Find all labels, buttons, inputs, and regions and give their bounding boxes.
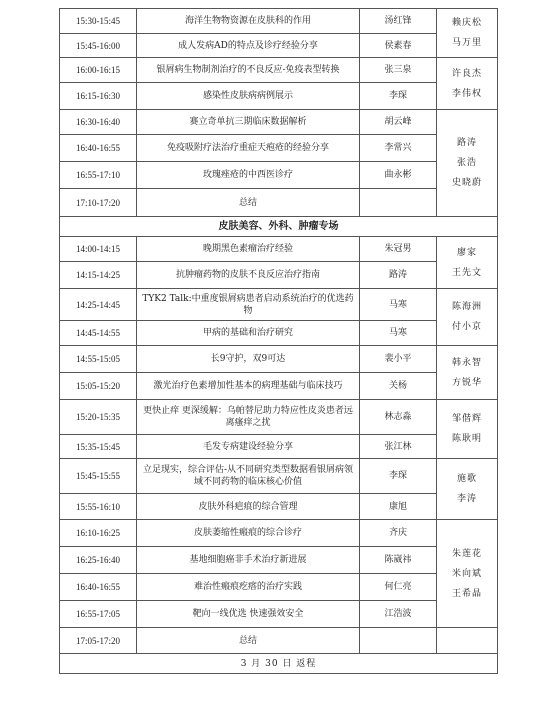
session-title: 成人发病AD的特点及诊疗经验分享 — [137, 34, 360, 58]
session-title: 甲病的基础和治疗研究 — [137, 321, 360, 346]
session-title: 抗肿瘤药物的皮肤不良反应治疗指南 — [137, 262, 360, 289]
table-row — [60, 628, 498, 654]
session-time: 15:05-15:20 — [60, 373, 137, 400]
table-row — [60, 520, 498, 547]
session-speaker: 路涛 — [360, 262, 437, 289]
chair-name: 王先文 — [451, 267, 482, 278]
table-row — [60, 189, 498, 217]
empty-cell — [437, 628, 498, 654]
table-row — [60, 83, 498, 110]
session-title: 更快止痒 更深缓解：乌帕替尼助力特应性皮炎患者远离瘙痒之扰 — [137, 400, 360, 435]
session-time: 16:55-17:10 — [60, 162, 137, 189]
chair-name: 许良杰 — [451, 68, 482, 79]
session-title: 毛发专病建设经验分享 — [137, 435, 360, 459]
session-speaker: 关杨 — [360, 373, 437, 400]
session-title: 免疫吸附疗法治疗重症天疱疮的经验分享 — [137, 135, 360, 162]
session-time: 14:55-15:05 — [60, 346, 137, 373]
table-row — [60, 262, 498, 289]
session-chairs — [437, 237, 498, 289]
chair-name: 马万里 — [451, 38, 482, 48]
session-chairs — [437, 110, 498, 217]
session-speaker: 张三泉 — [360, 58, 437, 83]
table-row — [60, 110, 498, 135]
chair-name: 方锐华 — [451, 377, 482, 388]
session-speaker: 朱冠男 — [360, 237, 437, 262]
chair-name: 陈耿明 — [451, 434, 482, 444]
session-title: 靶向一线优选 快速强效安全 — [137, 601, 360, 628]
session-time: 17:05-17:20 — [60, 628, 137, 654]
chair-name: 施歌 — [456, 474, 477, 484]
session-title: 感染性皮肤病病例展示 — [137, 83, 360, 110]
session-time: 15:20-15:35 — [60, 400, 137, 435]
table-row — [60, 321, 498, 346]
chair-name: 付小京 — [451, 322, 482, 332]
session-time: 15:55-16:10 — [60, 494, 137, 520]
footer-note: 3 月 30 日 返程 — [60, 654, 498, 674]
session-title: 皮肤外科疤痕的综合管理 — [137, 494, 360, 520]
session-time: 16:10-16:25 — [60, 520, 137, 547]
table-row — [60, 162, 498, 189]
session-title: 皮肤萎缩性瘢痕的综合诊疗 — [137, 520, 360, 547]
session-time: 16:25-16:40 — [60, 547, 137, 574]
session-chairs — [437, 400, 498, 459]
session-speaker: 江浩波 — [360, 601, 437, 628]
chair-name: 赖庆松 — [451, 18, 482, 28]
session-speaker — [360, 189, 437, 217]
session-time: 16:40-16:55 — [60, 574, 137, 601]
session-title: 总结 — [137, 628, 360, 654]
session-time: 15:30-15:45 — [60, 9, 137, 34]
table-row — [60, 547, 498, 574]
chair-name: 陈海洲 — [451, 302, 482, 312]
session-speaker: 胡云峰 — [360, 110, 437, 135]
session-time: 16:15-16:30 — [60, 83, 137, 110]
table-row — [60, 237, 498, 262]
table-row — [60, 9, 498, 34]
session-time: 14:00-14:15 — [60, 237, 137, 262]
session-speaker: 陈崴祎 — [360, 547, 437, 574]
chair-name: 廖家 — [456, 247, 477, 258]
chair-name: 韩永智 — [451, 357, 482, 368]
table-row — [60, 574, 498, 601]
session-speaker: 裴小平 — [360, 346, 437, 373]
session-title: 长9守护，双9可达 — [137, 346, 360, 373]
session-chairs — [437, 289, 498, 346]
session-speaker: 李琛 — [360, 83, 437, 110]
session-time: 16:30-16:40 — [60, 110, 137, 135]
section-heading-row — [60, 217, 498, 237]
session-time: 17:10-17:20 — [60, 189, 137, 217]
session-speaker: 侯素春 — [360, 34, 437, 58]
table-row — [60, 435, 498, 459]
schedule-table — [59, 8, 498, 674]
table-row — [60, 346, 498, 373]
session-time: 15:45-15:55 — [60, 459, 137, 494]
session-title: 基地细胞癌非手术治疗新进展 — [137, 547, 360, 574]
session-chairs — [437, 58, 498, 110]
session-speaker — [360, 628, 437, 654]
session-title: 海洋生物物资源在皮肤科的作用 — [137, 9, 360, 34]
session-title: 立足现实，综合评估-从不同研究类型数据看银屑病领域不同药物的临床核心价值 — [137, 459, 360, 494]
section-heading: 皮肤美容、外科、肿瘤专场 — [60, 217, 498, 237]
session-speaker: 康旭 — [360, 494, 437, 520]
session-speaker: 马寒 — [360, 289, 437, 321]
session-time: 14:25-14:45 — [60, 289, 137, 321]
table-row — [60, 135, 498, 162]
chair-name: 米向斌 — [451, 568, 482, 579]
session-speaker: 林志淼 — [360, 400, 437, 435]
session-time: 16:40-16:55 — [60, 135, 137, 162]
chair-name: 李伟权 — [451, 88, 482, 99]
session-speaker: 李琛 — [360, 459, 437, 494]
session-speaker: 汤红锋 — [360, 9, 437, 34]
table-row — [60, 601, 498, 628]
session-time: 14:45-14:55 — [60, 321, 137, 346]
table-row — [60, 34, 498, 58]
session-speaker: 张江林 — [360, 435, 437, 459]
session-speaker: 何仁亮 — [360, 574, 437, 601]
session-title: 赛立奇单抗三期临床数据解析 — [137, 110, 360, 135]
session-title: 难治性瘢痕疙瘩的治疗实践 — [137, 574, 360, 601]
chair-name: 史晓蔚 — [451, 178, 482, 188]
table-row — [60, 58, 498, 83]
session-time: 16:55-17:05 — [60, 601, 137, 628]
session-title: 激光治疗色素增加性基本的病理基础与临床技巧 — [137, 373, 360, 400]
chair-name: 李涛 — [456, 494, 477, 504]
table-row — [60, 373, 498, 400]
session-title: 玫瑰痤疮的中西医诊疗 — [137, 162, 360, 189]
session-speaker: 曲永彬 — [360, 162, 437, 189]
session-chairs — [437, 520, 498, 628]
chair-name: 邹偕辉 — [451, 414, 482, 424]
session-title: 总结 — [137, 189, 360, 217]
session-speaker: 齐庆 — [360, 520, 437, 547]
session-chairs — [437, 459, 498, 520]
session-time: 15:45-16:00 — [60, 34, 137, 58]
session-title: 晚期黑色素瘤治疗经验 — [137, 237, 360, 262]
table-row — [60, 494, 498, 520]
table-row — [60, 289, 498, 321]
session-speaker: 马寒 — [360, 321, 437, 346]
chair-name: 王希晶 — [451, 588, 482, 599]
session-chairs — [437, 346, 498, 400]
session-time: 15:35-15:45 — [60, 435, 137, 459]
chair-name: 张浩 — [456, 158, 477, 168]
chair-name: 路涛 — [456, 138, 477, 148]
chair-name: 朱莲花 — [451, 548, 482, 559]
footer-row — [60, 654, 498, 674]
session-speaker: 李常兴 — [360, 135, 437, 162]
table-row — [60, 459, 498, 494]
session-title: 银屑病生物制剂治疗的不良反应-免疫表型转换 — [137, 58, 360, 83]
session-time: 16:00-16:15 — [60, 58, 137, 83]
table-row — [60, 400, 498, 435]
session-chairs — [437, 9, 498, 58]
session-title: TYK2 Talk:中重度银屑病患者启动系统治疗的优选药物 — [137, 289, 360, 321]
session-time: 14:15-14:25 — [60, 262, 137, 289]
